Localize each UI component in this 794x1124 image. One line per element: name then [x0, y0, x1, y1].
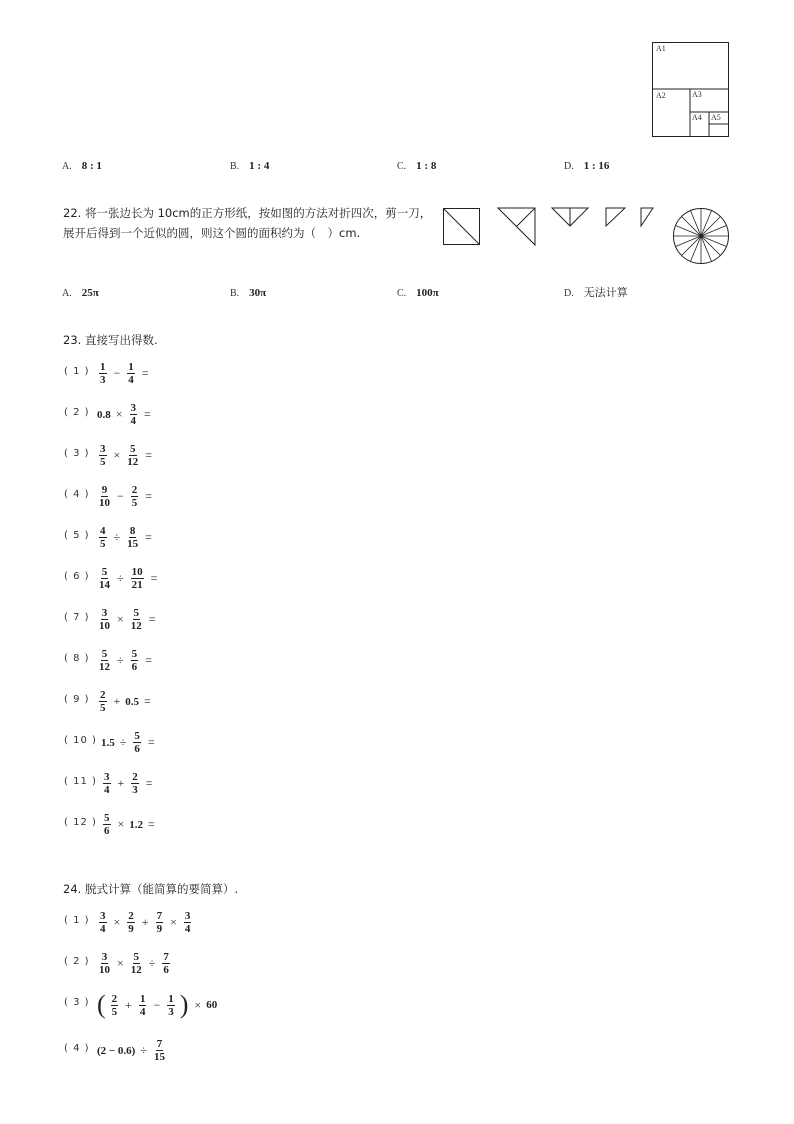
- label-a2: A2: [656, 91, 666, 100]
- q23-item-2: ( 2 ): [64, 407, 90, 418]
- label-a4: A4: [692, 113, 702, 122]
- q23-item-6: ( 6 ): [64, 571, 90, 582]
- q22-option-c[interactable]: C. 100π: [397, 287, 439, 299]
- q21-option-d[interactable]: D. 1 : 16: [564, 160, 610, 172]
- q23-expr-10: 1.5 ÷ $\frac{5}{6}$ =: [101, 730, 155, 755]
- q24-expr-3: ( $\frac{2}{5}$ + $\frac{1}{4}$ − $\frac{1}{3}$ ) × 60: [97, 990, 218, 1019]
- q23-title: 23. 直接写出得数.: [63, 333, 158, 347]
- q23-expr-8: $\frac{5}{12}$ ÷ $\frac{5}{6}$ =: [99, 648, 152, 673]
- q22-option-d[interactable]: D. 无法计算: [564, 286, 628, 299]
- q23-item-12: ( 12 ): [64, 817, 97, 828]
- q23-expr-7: $\frac{3}{10}$ × $\frac{5}{12}$ =: [99, 607, 156, 632]
- q23-expr-3: $\frac{3}{5}$ × $\frac{5}{12}$ =: [100, 443, 153, 468]
- q24-item-2: ( 2 ): [64, 956, 90, 967]
- q22-option-a[interactable]: A. 25π: [62, 287, 99, 299]
- label-a5: A5: [711, 113, 721, 122]
- paper-division-svg: [652, 42, 730, 138]
- q23-item-11: ( 11 ): [64, 776, 97, 787]
- q22-line1: 22. 将一张边长为 10cm的正方形纸，按如图的方法对折四次，剪一刀，: [63, 206, 432, 220]
- q23-item-5: ( 5 ): [64, 530, 90, 541]
- q23-expr-1: $\frac{1}{3}$ − $\frac{1}{4}$ =: [100, 361, 149, 386]
- q24-item-3: ( 3 ): [64, 997, 90, 1008]
- q23-item-3: ( 3 ): [64, 448, 90, 459]
- folding-steps-figure: [440, 204, 732, 268]
- q23-expr-6: $\frac{5}{14}$ ÷ $\frac{10}{21}$ =: [99, 566, 158, 591]
- q24-expr-2: $\frac{3}{10}$ × $\frac{5}{12}$ ÷ $\frac{7}{6}$: [99, 951, 169, 976]
- q24-expr-1: $\frac{3}{4}$ × $\frac{2}{9}$ + $\frac{7}{9}$ × $\frac{3}{4}$: [100, 910, 191, 935]
- q24-title: 24. 脱式计算（能简算的要简算）.: [63, 882, 239, 896]
- q21-option-a[interactable]: A. 8 : 1: [62, 160, 102, 172]
- q21-option-b[interactable]: B. 1 : 4: [230, 160, 270, 172]
- q23-item-1: ( 1 ): [64, 366, 90, 377]
- q22-line2: 展开后得到一个近似的圆，则这个圆的面积约为（ ）cm.: [63, 226, 361, 240]
- q23-expr-2: 0.8 × $\frac{3}{4}$ =: [97, 402, 151, 427]
- label-a3: A3: [692, 90, 702, 99]
- label-a1: A1: [656, 44, 666, 53]
- q23-item-4: ( 4 ): [64, 489, 90, 500]
- q23-expr-12: $\frac{5}{6}$ × 1.2 =: [104, 812, 155, 837]
- q23-item-8: ( 8 ): [64, 653, 90, 664]
- q23-expr-4: $\frac{9}{10}$ − $\frac{2}{5}$ =: [99, 484, 153, 509]
- q23-item-7: ( 7 ): [64, 612, 90, 623]
- folding-steps-svg: [440, 204, 732, 268]
- q23-expr-11: $\frac{3}{4}$ + $\frac{2}{3}$ =: [104, 771, 153, 796]
- q23-expr-9: $\frac{2}{5}$ + 0.5 =: [100, 689, 151, 714]
- q21-option-c[interactable]: C. 1 : 8: [397, 160, 437, 172]
- q24-expr-4: (2 − 0.6) ÷ $\frac{7}{15}$: [97, 1038, 165, 1063]
- q24-item-1: ( 1 ): [64, 915, 90, 926]
- q23-item-9: ( 9 ): [64, 694, 90, 705]
- paper-division-figure: [652, 42, 730, 138]
- q22-question: [63, 203, 433, 243]
- q23-expr-5: $\frac{4}{5}$ ÷ $\frac{8}{15}$ =: [100, 525, 152, 550]
- q23-item-10: ( 10 ): [64, 735, 97, 746]
- q24-item-4: ( 4 ): [64, 1043, 90, 1054]
- q22-option-b[interactable]: B. 30π: [230, 287, 267, 299]
